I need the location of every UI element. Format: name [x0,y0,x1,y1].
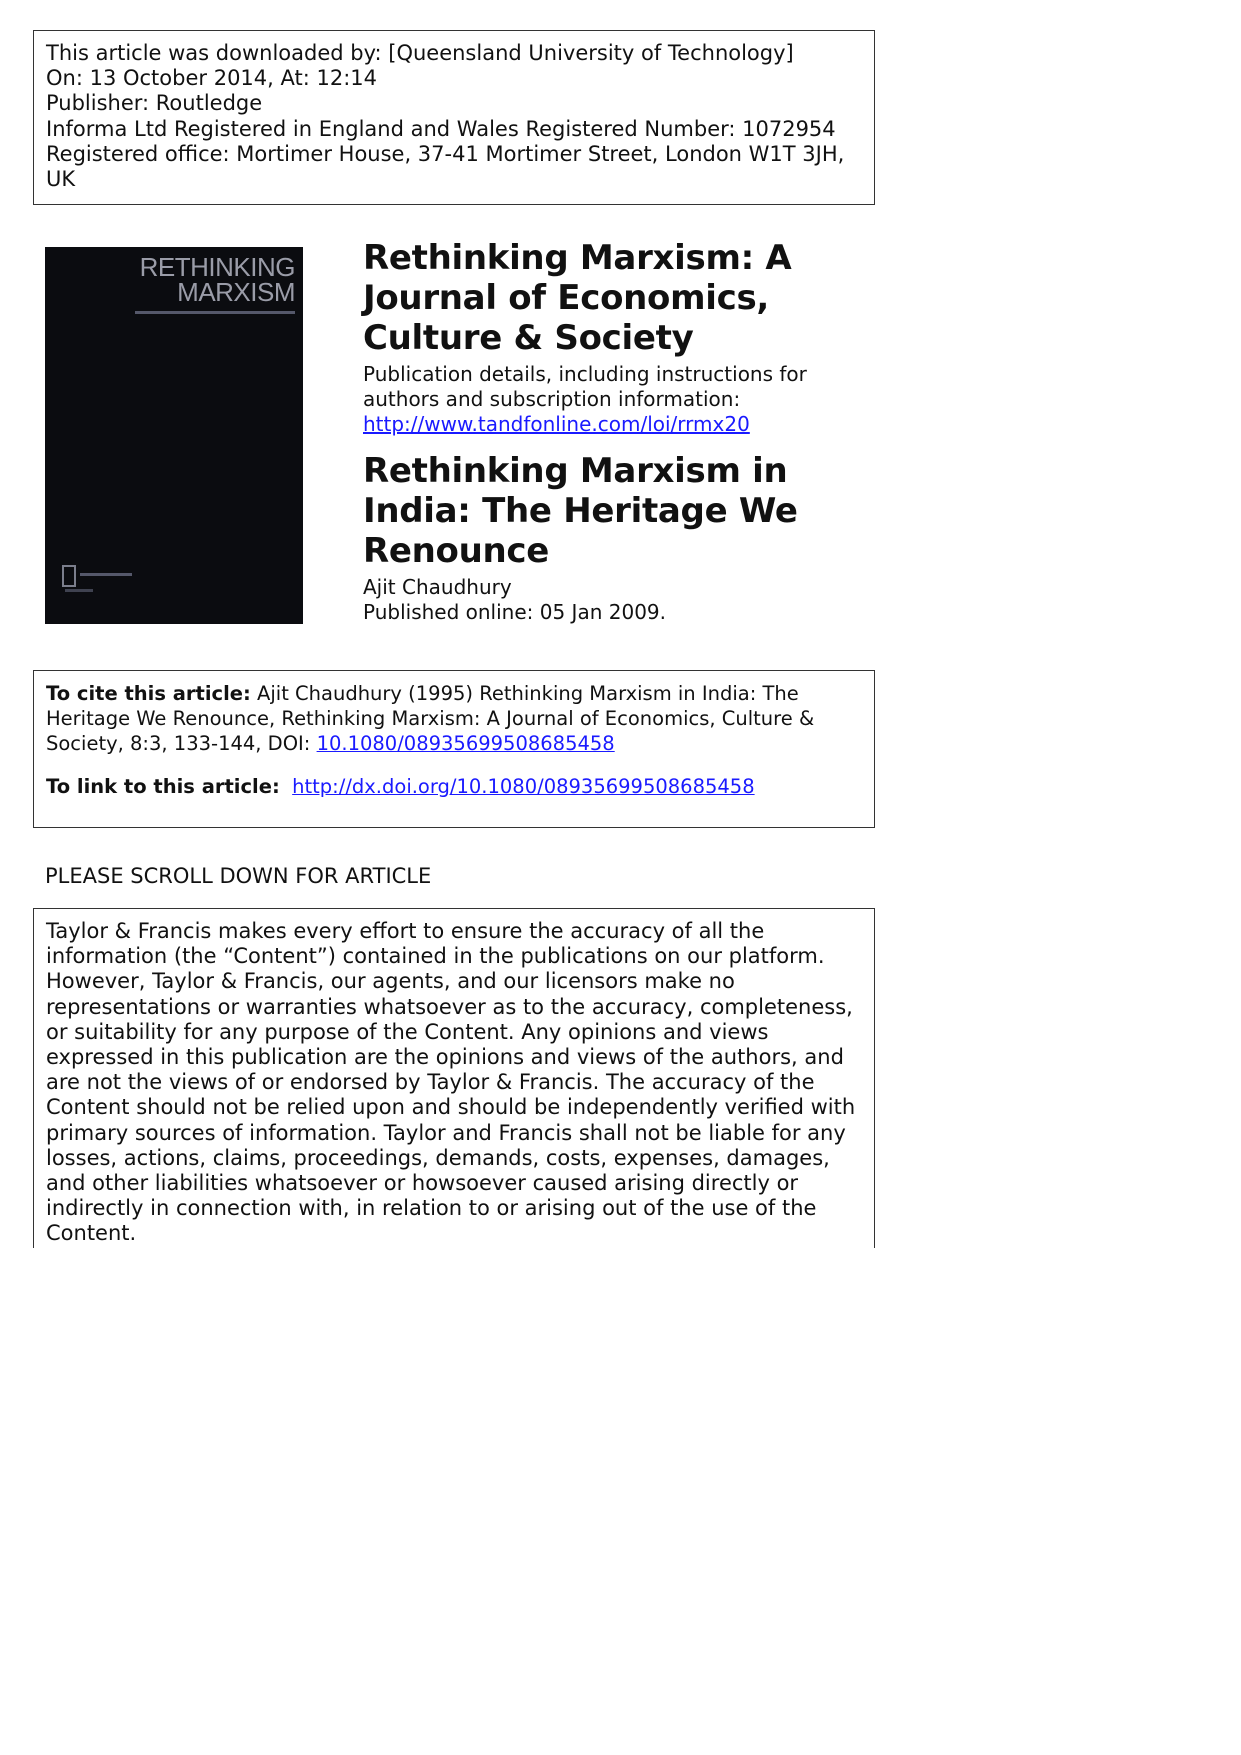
registration-line: Informa Ltd Registered in England and Wales Registered Number: 1072954 [46,116,836,141]
journal-info [363,238,883,625]
scroll-note: PLEASE SCROLL DOWN FOR ARTICLE [45,864,432,888]
cover-subtitle-bar [135,311,295,314]
journal-link[interactable]: http://www.tandfonline.com/loi/rrmx20 [363,412,750,436]
cite-label: To cite this article: [46,682,251,705]
article-link[interactable]: http://dx.doi.org/10.1080/08935699508685458 [292,775,755,798]
cite-body: Ajit Chaudhury (1995) Rethinking Marxism in India: The Heritage We Renounce, Rethinking Marxism: A Journal of Economics, Culture & Society, 8:3, 133-144, DOI: [46,682,815,755]
journal-title: Rethinking Marxism: A Journal of Economics, Culture & Society [363,238,792,358]
article-title: Rethinking Marxism in India: The Heritage We Renounce [363,451,798,571]
office-line-end: UK [46,167,76,192]
citation-box [33,670,875,828]
cover-title-line: MARXISM [177,277,295,307]
publication-details: Publication details, including instructions for authors and subscription information: [363,362,807,411]
download-info-box [33,30,875,205]
doi-link[interactable]: 10.1080/08935699508685458 [316,732,615,755]
cover-title [139,252,295,307]
disclaimer-text: Taylor & Francis makes every effort to ensure the accuracy of all the information (the “Content”) contained in the publications on our platform. However, Taylor & Francis, our agents, and our licensors make no representations or warranties whatsoever as to the accuracy, completeness, or suitability for any purpose of the Content. Any opinions and views expressed in this publication are the opinions and views of the authors, and are not the views of or endorsed by Taylor & Francis. The accuracy of the Content should not be relied upon and should be independently verified with primary sources of information. Taylor and Francis shall not be liable for any losses, actions, claims, proceedings, demands, costs, expenses, damages, and other liabilities whatsoever or howsoever caused arising directly or indirectly in connection with, in relation to or arising out of the use of the Content. [46,919,856,1246]
link-label: To link to this article: [46,775,280,798]
article-link-line [46,774,862,799]
published-date: Published online: 05 Jan 2009. [363,600,666,624]
download-line: This article was downloaded by: [Queensland University of Technology] [46,41,794,65]
journal-cover-image [45,247,303,624]
download-date-line: On: 13 October 2014, At: 12:14 [46,66,377,91]
publisher-logo-bar [65,589,93,592]
cover-title-line: RETHINKING [139,252,295,282]
disclaimer-box [33,908,875,1248]
article-author: Ajit Chaudhury [363,575,512,599]
publisher-line: Publisher: Routledge [46,91,263,116]
publisher-logo-bar [80,573,132,576]
citation-text [46,681,862,756]
publisher-logo-icon [62,565,76,587]
office-line: Registered office: Mortimer House, 37-41 Mortimer Street, London W1T 3JH, [46,141,845,166]
